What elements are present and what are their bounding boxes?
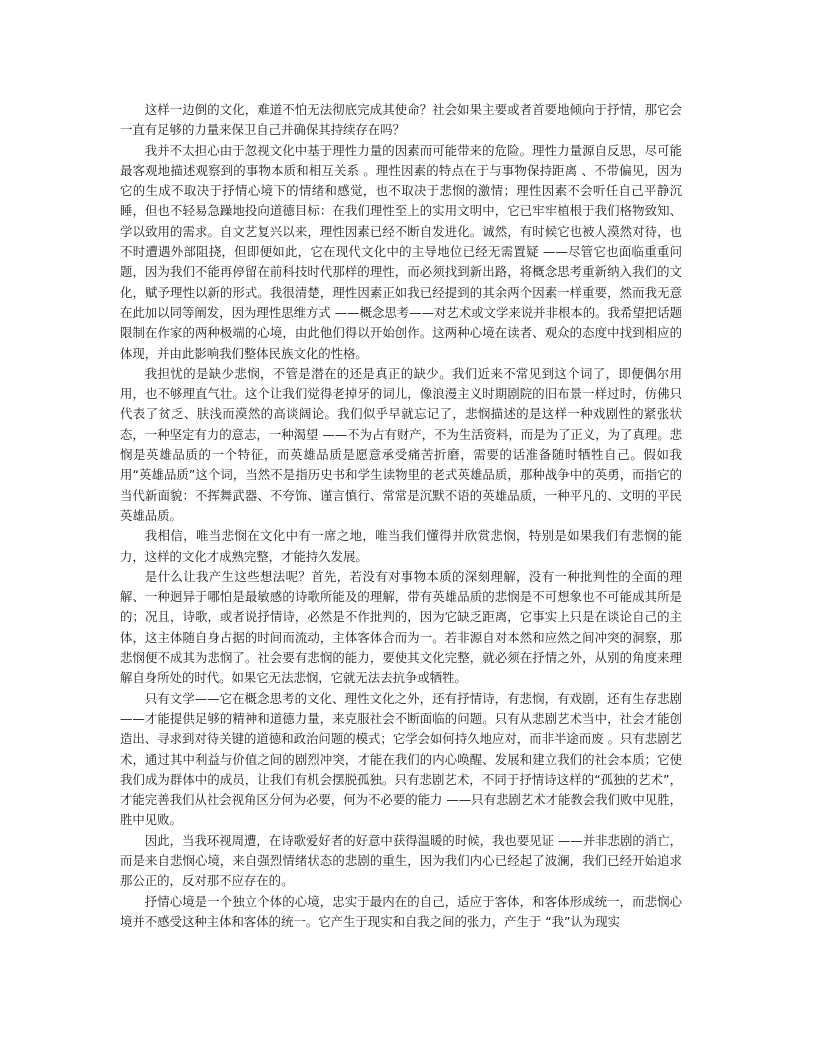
paragraph-2: 我并不太担心由于忽视文化中基于理性力量的因素而可能带来的危险。理性力量源自反思，尽可能最客观地描述观察到的事物本质和相互关系 。理性因素的特点在于与事物保持距离 、不带偏见，因为它的生成不取决于抒情心境下的情绪和感觉，也不取决于悲悯的激情；理性因素不会听任自己平静沉睡，但也不轻易急躁地投向道德目标：在我们理性至上的实用文明中，它已牢牢植根于我们格物致知、学以致用的需求。自文艺复兴以来，理性因素已经不断自发进化。诚然，有时候它也被人漠然对待，也不时遭遇外部阻挠，但即便如此，它在现代文化中的主导地位已经无需置疑 ——尽管它也面临重重问题，因为我们不能再停留在前科技时代那样的理性，而必须找到新出路，将概念思考重新纳入我们的文化，赋予理性以新的形式。我很清楚，理性因素正如我已经提到的其余两个因素一样重要，然而我无意在此加以同等阐发，因为理性思维方式 ——概念思考——对艺术或文学来说并非根本的。我希望把话题限制在作家的两种极端的心境，由此他们得以开始创作。这两种心境在读者、观众的态度中找到相应的体现，并由此影响我们整体民族文化的性格。 xyxy=(120,142,682,361)
paragraph-4: 我相信，唯当悲悯在文化中有一席之地，唯当我们懂得并欣赏悲悯，特别是如果我们有悲悯的能力，这样的文化才成熟完整，才能持久发展。 xyxy=(120,528,682,564)
paragraph-5: 是什么让我产生这些想法呢？首先，若没有对事物本质的深刻理解，没有一种批判性的全面的理解、一种迥异于哪怕是最敏感的诗歌所能及的理解，带有英雄品质的悲悯是不可想象也不可能成其所是的；况且，诗歌，或者说抒情诗，必然是不作批判的，因为它缺乏距离，它事实上只是在谈论自己的主体，这主体随自身占据的时间而流动，主体客体合而为一。若非源自对本然和应然之间冲突的洞察，那悲悯便不成其为悲悯了。社会要有悲悯的能力，要使其文化完整，就必须在抒情之外，从别的角度来理解自身所处的时代。如果它无法悲悯，它就无法去抗争或牺牲。 xyxy=(120,568,682,686)
paragraph-7: 因此，当我环视周遭，在诗歌爱好者的好意中获得温暖的时候，我也要见证 ——并非悲剧的消亡，而是来自悲悯心境，来自强烈情绪状态的悲剧的重生，因为我们内心已经起了波澜，我们已经开始追求那公正的，反对那不应存在的。 xyxy=(120,832,682,889)
paragraph-3: 我担忧的是缺少悲悯，不管是潜在的还是真正的缺少。我们近来不常见到这个词了，即便偶尔用用，也不够理直气壮。这个让我们觉得老掉牙的词儿，像浪漫主义时期剧院的旧布景一样过时，仿佛只代表了贫乏、肤浅而漠然的高谈阔论。我们似乎早就忘记了，悲悯描述的是这样一种戏剧性的紧张状态，一种坚定有力的意志，一种渴望 ——不为占有财产，不为生活资料，而是为了正义，为了真理。悲悯是英雄品质的一个特征，而英雄品质是愿意承受痛苦折磨，需要的话准备随时牺牲自己。假如我用“英雄品质”这个词，当然不是指历史书和学生读物里的老式英雄品质，那种战争中的英勇，而指它的当代新面貌：不挥舞武器、不夸饰、谨言慎行、常常是沉默不语的英雄品质，一种平凡的、文明的平民英雄品质。 xyxy=(120,365,682,523)
paragraph-8: 抒情心境是一个独立个体的心境，忠实于最内在的自己，适应于客体，和客体形成统一，而悲悯心境并不感受这种主体和客体的统一。它产生于现实和自我之间的张力，产生于 “我”认为现实 xyxy=(120,893,682,929)
paragraph-6: 只有文学——它在概念思考的文化、理性文化之外，还有抒情诗，有悲悯，有戏剧，还有生存悲剧——才能提供足够的精神和道德力量，来克服社会不断面临的问题。只有从悲剧艺术当中，社会才能创造出、寻求到对待关键的道德和政治问题的模式；它学会如何持久地应对，而非半途而废 。只有悲剧艺术，通过其中利益与价值之间的剧烈冲突，才能在我们的内心唤醒、发展和建立我们的社会本质；它使我们成为群体中的成员，让我们有机会摆脱孤独。只有悲剧艺术，不同于抒情诗这样的“孤独的艺术”，才能完善我们从社会视角区分何为必要，何为不必要的能力 ——只有悲剧艺术才能教会我们败中见胜，胜中见败。 xyxy=(120,690,682,828)
document-page xyxy=(120,100,682,932)
paragraph-1: 这样一边倒的文化，难道不怕无法彻底完成其使命？社会如果主要或者首要地倾向于抒情，那它会一直有足够的力量来保卫自己并确保其持续存在吗？ xyxy=(120,102,682,138)
